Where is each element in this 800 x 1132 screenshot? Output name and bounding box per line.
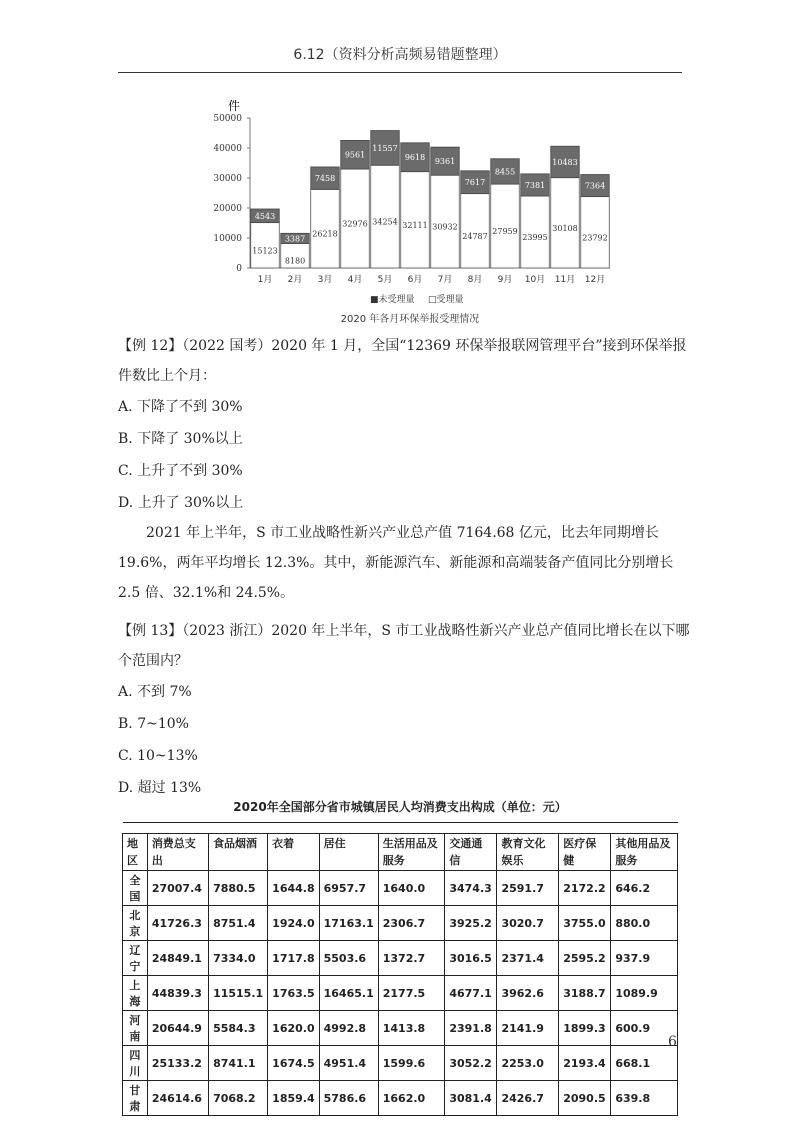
value-cell: 24614.6 — [147, 1081, 208, 1116]
value-cell: 4951.4 — [319, 1046, 378, 1081]
data-label-accepted: 23995 — [522, 233, 548, 243]
value-cell: 8741.1 — [209, 1046, 268, 1081]
value-cell: 3188.7 — [559, 976, 611, 1011]
data-label-unaccepted: 9618 — [404, 153, 426, 163]
data-label-accepted: 15123 — [252, 246, 278, 256]
x-tick-label: 8月 — [467, 275, 483, 285]
value-cell: 639.8 — [611, 1081, 678, 1116]
value-cell: 3020.7 — [497, 906, 559, 941]
passage-paragraph: 2021 年上半年，S 市工业战略性新兴产业总产值 7164.68 亿元，比去年同期增长 19.6%，两年平均增长 12.3%。其中，新能源汽车、新能源和高端装备产值同比分别增长 2.5 倍、32.1%和 24.5%。 — [118, 525, 674, 601]
legend-unaccepted: ■未受理量 — [370, 295, 415, 305]
page-header — [118, 40, 682, 73]
data-label-accepted: 30108 — [552, 223, 578, 233]
y-tick-label: 50000 — [213, 114, 242, 124]
x-tick-label: 11月 — [554, 275, 576, 285]
table-top-rule — [123, 823, 678, 834]
x-tick-label: 6月 — [407, 275, 423, 285]
data-label-unaccepted: 7458 — [314, 174, 336, 184]
value-cell: 646.2 — [611, 871, 678, 906]
value-cell: 6957.7 — [319, 871, 378, 906]
region-cell: 上海 — [123, 976, 148, 1011]
data-label-unaccepted: 3387 — [284, 234, 306, 244]
bar-accepted — [461, 194, 490, 268]
data-label-unaccepted: 9561 — [344, 150, 366, 160]
bar-accepted — [581, 197, 610, 268]
data-label-unaccepted: 4543 — [254, 211, 276, 221]
value-cell: 41726.3 — [147, 906, 208, 941]
value-cell: 1599.6 — [378, 1046, 445, 1081]
value-cell: 880.0 — [611, 906, 678, 941]
x-tick-label: 4月 — [347, 275, 363, 285]
y-tick-label: 30000 — [213, 174, 242, 184]
value-cell: 24849.1 — [147, 941, 208, 976]
data-label-accepted: 26218 — [312, 229, 338, 239]
question-13-option-c: C. 10~13% — [118, 748, 198, 764]
x-tick-label: 3月 — [317, 275, 333, 285]
value-cell: 3016.5 — [445, 941, 497, 976]
value-cell: 44839.3 — [147, 976, 208, 1011]
x-tick-label: 10月 — [524, 275, 546, 285]
value-cell: 4677.1 — [445, 976, 497, 1011]
value-cell: 8751.4 — [209, 906, 268, 941]
data-label-accepted: 8180 — [284, 256, 306, 266]
y-tick-label: 40000 — [213, 144, 242, 154]
data-label-unaccepted: 9361 — [434, 157, 456, 167]
table-row — [123, 976, 678, 1011]
bar-accepted — [401, 172, 430, 268]
question-13-option-d: D. 超过 13% — [118, 780, 202, 796]
value-cell: 3474.3 — [445, 871, 497, 906]
question-12-option-a: A. 下降了不到 30% — [118, 399, 243, 415]
value-cell: 1662.0 — [378, 1081, 445, 1116]
value-cell: 7880.5 — [209, 871, 268, 906]
column-header: 生活用品及服务 — [378, 834, 445, 871]
value-cell: 4992.8 — [319, 1011, 378, 1046]
region-cell: 北京 — [123, 906, 148, 941]
column-header: 食品烟酒 — [209, 834, 268, 871]
table-row — [123, 941, 678, 976]
value-cell: 1413.8 — [378, 1011, 445, 1046]
value-cell: 1763.5 — [268, 976, 319, 1011]
data-label-unaccepted: 7617 — [464, 178, 486, 188]
table-top-rule-cell — [123, 823, 678, 834]
header-title: 6.12（资料分析高频易错题整理） — [293, 47, 507, 63]
value-cell: 16465.1 — [319, 976, 378, 1011]
value-cell: 1674.5 — [268, 1046, 319, 1081]
column-header: 医疗保健 — [559, 834, 611, 871]
page-number: 6 — [668, 1034, 677, 1050]
bar-accepted — [521, 196, 550, 268]
x-tick-label: 7月 — [437, 275, 453, 285]
question-12-option-d: D. 上升了 30%以上 — [118, 495, 244, 511]
value-cell: 5584.3 — [209, 1011, 268, 1046]
value-cell: 937.9 — [611, 941, 678, 976]
table-row — [123, 871, 678, 906]
value-cell: 1924.0 — [268, 906, 319, 941]
table-header-row — [123, 834, 678, 871]
question-13-option-b: B. 7~10% — [118, 716, 189, 732]
value-cell: 2172.2 — [559, 871, 611, 906]
region-cell: 河南 — [123, 1011, 148, 1046]
value-cell: 2595.2 — [559, 941, 611, 976]
value-cell: 2253.0 — [497, 1046, 559, 1081]
column-header: 地区 — [123, 834, 148, 871]
x-tick-label: 5月 — [377, 275, 393, 285]
legend-accepted: □受理量 — [428, 295, 464, 305]
table-title: 2020年全国部分省市城镇居民人均消费支出构成（单位：元） — [233, 800, 567, 814]
y-axis-label: 件 — [228, 99, 241, 113]
question-13-stem: 【例 13】（2023 浙江）2020 年上半年，S 市工业战略性新兴产业总产值同比增长在以下哪个范围内？ — [118, 623, 690, 669]
value-cell: 11515.1 — [209, 976, 268, 1011]
value-cell: 7068.2 — [209, 1081, 268, 1116]
data-label-unaccepted: 7364 — [584, 181, 606, 191]
value-cell: 1089.9 — [611, 976, 678, 1011]
data-label-unaccepted: 10483 — [552, 157, 578, 167]
region-cell: 四川 — [123, 1046, 148, 1081]
data-label-accepted: 32111 — [402, 220, 428, 230]
value-cell: 668.1 — [611, 1046, 678, 1081]
region-cell: 辽宁 — [123, 941, 148, 976]
bar-accepted — [551, 178, 580, 268]
chart-caption: 2020 年各月环保举报受理情况 — [340, 314, 480, 325]
value-cell: 2591.7 — [497, 871, 559, 906]
question-12-option-c: C. 上升了不到 30% — [118, 463, 243, 479]
column-header: 交通通信 — [445, 834, 497, 871]
value-cell: 1644.8 — [268, 871, 319, 906]
question-12-option-b: B. 下降了 30%以上 — [118, 431, 243, 447]
column-header: 其他用品及服务 — [611, 834, 678, 871]
data-label-unaccepted: 8455 — [494, 167, 516, 177]
value-cell: 2391.8 — [445, 1011, 497, 1046]
value-cell: 2371.4 — [497, 941, 559, 976]
value-cell: 20644.9 — [147, 1011, 208, 1046]
stacked-bar-chart — [200, 90, 620, 310]
y-tick-label: 20000 — [213, 204, 242, 214]
table-row — [123, 906, 678, 941]
value-cell: 3081.4 — [445, 1081, 497, 1116]
table-row — [123, 1046, 678, 1081]
bar-accepted — [341, 169, 370, 268]
value-cell: 1717.8 — [268, 941, 319, 976]
table-row — [123, 1011, 678, 1046]
data-label-unaccepted: 11557 — [372, 143, 398, 153]
data-label-accepted: 30932 — [432, 222, 458, 232]
x-tick-label: 1月 — [257, 275, 273, 285]
x-tick-label: 12月 — [584, 275, 606, 285]
value-cell: 5786.6 — [319, 1081, 378, 1116]
x-tick-label: 9月 — [497, 275, 513, 285]
bar-accepted — [491, 184, 520, 268]
value-cell: 3755.0 — [559, 906, 611, 941]
value-cell: 1640.0 — [378, 871, 445, 906]
value-cell: 2141.9 — [497, 1011, 559, 1046]
value-cell: 2090.5 — [559, 1081, 611, 1116]
value-cell: 2426.7 — [497, 1081, 559, 1116]
data-label-accepted: 34254 — [372, 217, 398, 227]
table-row — [123, 1081, 678, 1116]
value-cell: 3925.2 — [445, 906, 497, 941]
column-header: 消费总支出 — [147, 834, 208, 871]
value-cell: 2193.4 — [559, 1046, 611, 1081]
bar-accepted — [431, 175, 460, 268]
data-label-accepted: 23792 — [582, 233, 608, 243]
column-header: 衣着 — [268, 834, 319, 871]
value-cell: 2177.5 — [378, 976, 445, 1011]
value-cell: 1859.4 — [268, 1081, 319, 1116]
value-cell: 27007.4 — [147, 871, 208, 906]
data-label-accepted: 24787 — [462, 231, 488, 241]
value-cell: 17163.1 — [319, 906, 378, 941]
value-cell: 3052.2 — [445, 1046, 497, 1081]
y-tick-label: 0 — [236, 264, 242, 274]
data-label-unaccepted: 7381 — [524, 180, 546, 190]
column-header: 教育文化娱乐 — [497, 834, 559, 871]
question-12-stem: 【例 12】（2022 国考）2020 年 1 月，全国“12369 环保举报联网管理平台”接到环保举报件数比上个月： — [118, 338, 687, 384]
value-cell: 2306.7 — [378, 906, 445, 941]
consumption-table — [122, 822, 678, 1116]
value-cell: 25133.2 — [147, 1046, 208, 1081]
bar-accepted — [311, 189, 340, 268]
region-cell: 甘肃 — [123, 1081, 148, 1116]
data-label-accepted: 27959 — [492, 227, 518, 237]
column-header: 居住 — [319, 834, 378, 871]
value-cell: 1620.0 — [268, 1011, 319, 1046]
value-cell: 5503.6 — [319, 941, 378, 976]
value-cell: 600.9 — [611, 1011, 678, 1046]
question-13-option-a: A. 不到 7% — [118, 684, 192, 700]
region-cell: 全国 — [123, 871, 148, 906]
value-cell: 7334.0 — [209, 941, 268, 976]
y-tick-label: 10000 — [213, 234, 242, 244]
value-cell: 3962.6 — [497, 976, 559, 1011]
data-label-accepted: 32976 — [342, 219, 368, 229]
value-cell: 1372.7 — [378, 941, 445, 976]
x-tick-label: 2月 — [287, 275, 303, 285]
value-cell: 1899.3 — [559, 1011, 611, 1046]
bar-accepted — [371, 165, 400, 268]
bar-accepted — [251, 223, 280, 268]
